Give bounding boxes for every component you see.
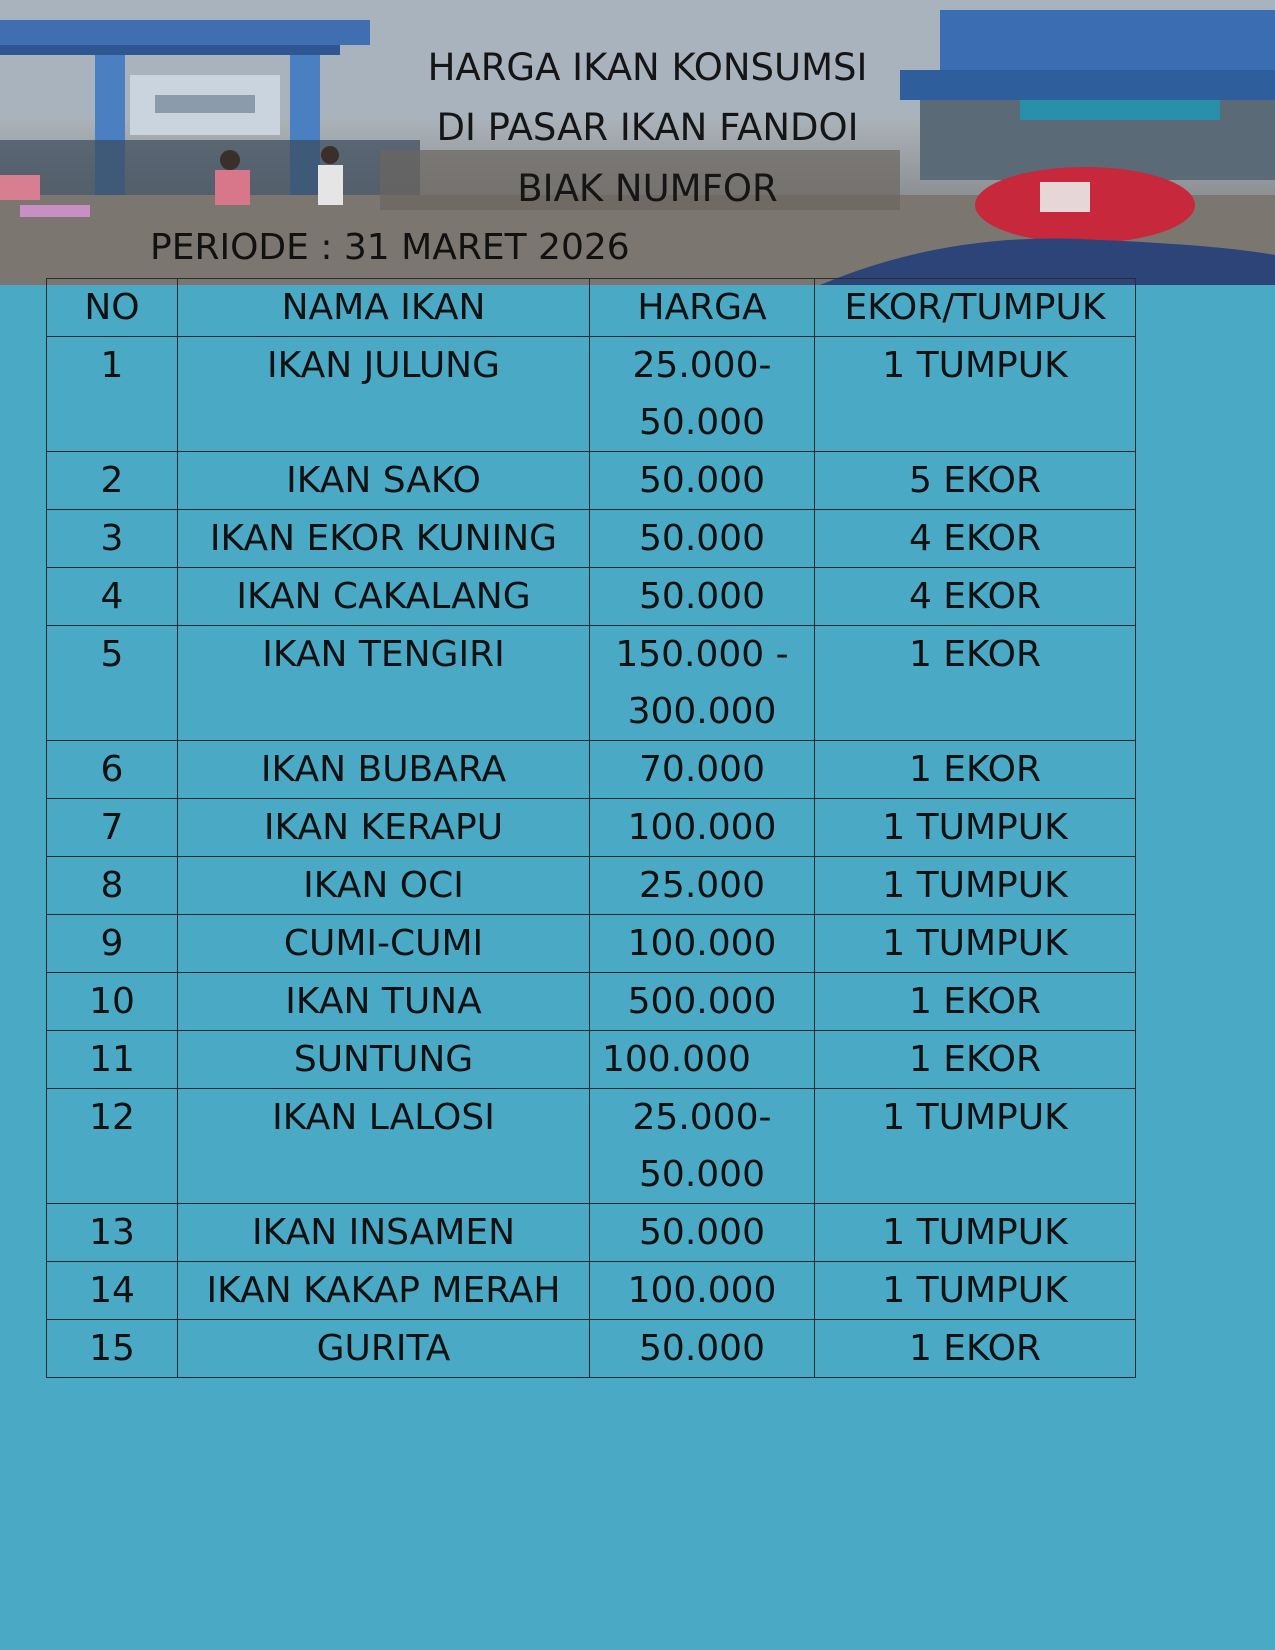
table-header-row xyxy=(47,279,1136,337)
row-number: 8 xyxy=(47,857,178,915)
fish-name: IKAN BUBARA xyxy=(178,741,590,799)
price: 500.000 xyxy=(590,973,815,1031)
title-line-1: HARGA IKAN KONSUMSI xyxy=(427,46,868,89)
price: 50.000 xyxy=(590,1320,815,1378)
unit: 1 EKOR xyxy=(815,1031,1136,1089)
unit: 1 TUMPUK xyxy=(815,337,1136,452)
price: 100.000 xyxy=(590,1031,815,1089)
period-label: PERIODE : 31 MARET 2026 xyxy=(150,227,630,268)
unit: 1 EKOR xyxy=(815,626,1136,741)
row-number: 7 xyxy=(47,799,178,857)
row-number: 4 xyxy=(47,568,178,626)
unit: 1 TUMPUK xyxy=(815,799,1136,857)
column-header-fish-name: NAMA IKAN xyxy=(178,279,590,337)
fish-price-table xyxy=(46,278,1136,1378)
row-number: 13 xyxy=(47,1204,178,1262)
fish-name: IKAN LALOSI xyxy=(178,1089,590,1204)
fish-name: IKAN JULUNG xyxy=(178,337,590,452)
table-row xyxy=(47,741,1136,799)
row-number: 6 xyxy=(47,741,178,799)
price: 100.000 xyxy=(590,915,815,973)
price xyxy=(590,337,815,452)
column-header-no: NO xyxy=(47,279,178,337)
price: 50.000 xyxy=(590,510,815,568)
price xyxy=(590,1089,815,1204)
unit: 1 EKOR xyxy=(815,1320,1136,1378)
fish-name: IKAN TENGIRI xyxy=(178,626,590,741)
price: 50.000 xyxy=(590,1204,815,1262)
column-header-price: HARGA xyxy=(590,279,815,337)
table-row xyxy=(47,626,1136,741)
price: 50.000 xyxy=(590,452,815,510)
table-row xyxy=(47,510,1136,568)
fish-name: IKAN TUNA xyxy=(178,973,590,1031)
row-number: 12 xyxy=(47,1089,178,1204)
unit: 1 EKOR xyxy=(815,741,1136,799)
unit: 1 TUMPUK xyxy=(815,1262,1136,1320)
table-row xyxy=(47,915,1136,973)
row-number: 10 xyxy=(47,973,178,1031)
row-number: 9 xyxy=(47,915,178,973)
table-row xyxy=(47,799,1136,857)
row-number: 14 xyxy=(47,1262,178,1320)
table-row xyxy=(47,1204,1136,1262)
fish-name: IKAN EKOR KUNING xyxy=(178,510,590,568)
price-value: 25.000-50.000 xyxy=(632,345,772,443)
table-row xyxy=(47,1262,1136,1320)
table-row xyxy=(47,337,1136,452)
table-row xyxy=(47,452,1136,510)
title-line-2: DI PASAR IKAN FANDOI xyxy=(436,106,859,149)
table-row xyxy=(47,1089,1136,1204)
fish-name: IKAN INSAMEN xyxy=(178,1204,590,1262)
unit: 1 TUMPUK xyxy=(815,915,1136,973)
title-line-3: BIAK NUMFOR xyxy=(517,167,778,210)
fish-name: IKAN KAKAP MERAH xyxy=(178,1262,590,1320)
unit: 4 EKOR xyxy=(815,510,1136,568)
table-row xyxy=(47,973,1136,1031)
unit: 5 EKOR xyxy=(815,452,1136,510)
fish-name: CUMI-CUMI xyxy=(178,915,590,973)
price-value: 150.000 - 300.000 xyxy=(615,634,789,732)
row-number: 2 xyxy=(47,452,178,510)
row-number: 5 xyxy=(47,626,178,741)
unit: 4 EKOR xyxy=(815,568,1136,626)
fish-name: IKAN OCI xyxy=(178,857,590,915)
price xyxy=(590,626,815,741)
price: 50.000 xyxy=(590,568,815,626)
unit: 1 TUMPUK xyxy=(815,857,1136,915)
fish-name: IKAN KERAPU xyxy=(178,799,590,857)
fish-name: IKAN CAKALANG xyxy=(178,568,590,626)
row-number: 1 xyxy=(47,337,178,452)
table-row xyxy=(47,857,1136,915)
fish-name: IKAN SAKO xyxy=(178,452,590,510)
price: 70.000 xyxy=(590,741,815,799)
table-row xyxy=(47,1320,1136,1378)
row-number: 15 xyxy=(47,1320,178,1378)
row-number: 11 xyxy=(47,1031,178,1089)
unit: 1 TUMPUK xyxy=(815,1204,1136,1262)
fish-name: SUNTUNG xyxy=(178,1031,590,1089)
table-row xyxy=(47,1031,1136,1089)
unit: 1 EKOR xyxy=(815,973,1136,1031)
price: 25.000 xyxy=(590,857,815,915)
price-value: 25.000-50.000 xyxy=(632,1097,772,1195)
unit: 1 TUMPUK xyxy=(815,1089,1136,1204)
price: 100.000 xyxy=(590,1262,815,1320)
price: 100.000 xyxy=(590,799,815,857)
table-row xyxy=(47,568,1136,626)
row-number: 3 xyxy=(47,510,178,568)
fish-name: GURITA xyxy=(178,1320,590,1378)
column-header-unit: EKOR/TUMPUK xyxy=(815,279,1136,337)
